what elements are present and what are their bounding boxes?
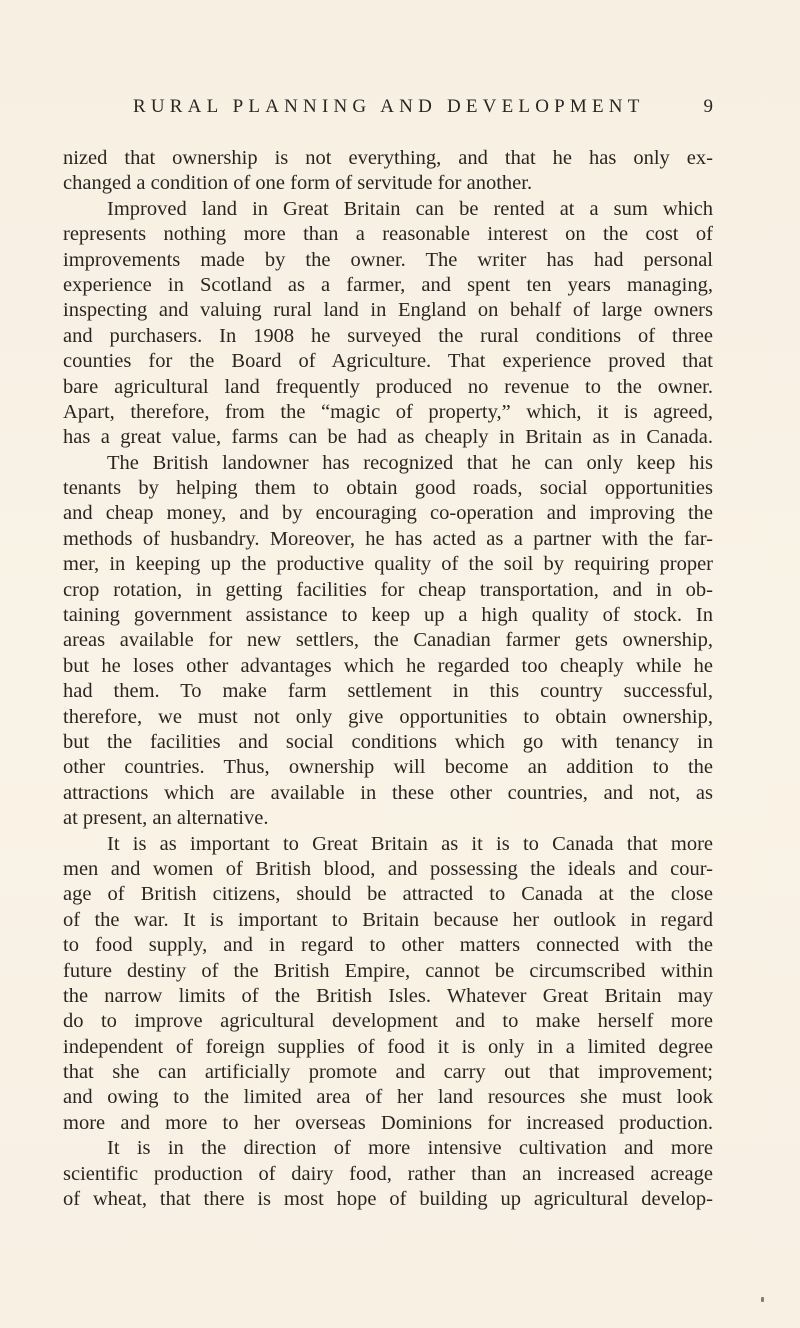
text-line: more and more to her overseas Dominions for increased production. <box>63 1111 713 1134</box>
text-line: methods of husbandry. Moreover, he has acted as a partner with the far- <box>63 527 713 550</box>
text-line: future destiny of the British Empire, cannot be circumscribed within <box>63 959 713 982</box>
text-line: the narrow limits of the British Isles. Whatever Great Britain may <box>63 984 713 1007</box>
text-line: other countries. Thus, ownership will become an addition to the <box>63 756 713 779</box>
text-line: experience in Scotland as a farmer, and spent ten years managing, <box>63 273 713 296</box>
paper-speck <box>761 1297 764 1302</box>
running-head-title: RURAL PLANNING AND DEVELOPMENT <box>133 96 645 117</box>
text-line: to food supply, and in regard to other matters connected with the <box>63 934 713 957</box>
text-line: nized that ownership is not everything, and that he has only ex- <box>63 147 713 169</box>
paragraph-first-line: The British landowner has recognized that he can only keep his <box>107 451 713 474</box>
text-line: and cheap money, and by encouraging co-operation and improving the <box>63 502 713 525</box>
text-line: and owing to the limited area of her land resources she must look <box>63 1086 713 1109</box>
text-line: attractions which are available in these other countries, and not, as <box>63 781 713 804</box>
text-line: mer, in keeping up the productive quality of the soil by requiring proper <box>63 553 713 576</box>
page-number: 9 <box>703 96 713 117</box>
paragraph-first-line: Improved land in Great Britain can be rented at a sum which <box>107 197 713 220</box>
text-line: tenants by helping them to obtain good roads, social opportunities <box>63 477 713 500</box>
text-line: but he loses other advantages which he regarded too cheaply while he <box>63 654 713 677</box>
text-line: inspecting and valuing rural land in England on behalf of large owners <box>63 299 713 322</box>
text-line: crop rotation, in getting facilities for cheap transportation, and in ob- <box>63 578 713 601</box>
text-line: has a great value, farms can be had as cheaply in Britain as in Canada. <box>63 426 713 449</box>
text-line: scientific production of dairy food, rather than an increased acreage <box>63 1162 713 1185</box>
running-head <box>133 96 713 118</box>
text-line: taining government assistance to keep up a high quality of stock. In <box>63 604 713 627</box>
body-text <box>63 146 713 1212</box>
text-line: had them. To make farm settlement in this country successful, <box>63 680 713 703</box>
text-line: of wheat, that there is most hope of building up agricultural develop- <box>63 1188 713 1211</box>
text-line: age of British citizens, should be attracted to Canada at the close <box>63 883 713 906</box>
text-line: therefore, we must not only give opportunities to obtain ownership, <box>63 705 713 728</box>
text-line: but the facilities and social conditions which go with tenancy in <box>63 730 713 753</box>
text-line: areas available for new settlers, the Canadian farmer gets ownership, <box>63 629 713 652</box>
paragraph-first-line: It is in the direction of more intensive cultivation and more <box>107 1137 713 1160</box>
text-line: improvements made by the owner. The writer has had personal <box>63 248 713 271</box>
text-line: and purchasers. In 1908 he surveyed the rural conditions of three <box>63 324 713 347</box>
paragraph-first-line: It is as important to Great Britain as it is to Canada that more <box>107 832 713 855</box>
text-line: men and women of British blood, and possessing the ideals and cour- <box>63 857 713 880</box>
text-line: Apart, therefore, from the “magic of property,” which, it is agreed, <box>63 400 713 423</box>
text-line: bare agricultural land frequently produced no revenue to the owner. <box>63 375 713 398</box>
text-line: of the war. It is important to Britain because her outlook in regard <box>63 908 713 931</box>
text-line: represents nothing more than a reasonable interest on the cost of <box>63 223 713 246</box>
text-line: do to improve agricultural development and to make herself more <box>63 1010 713 1033</box>
text-line: independent of foreign supplies of food it is only in a limited degree <box>63 1035 713 1058</box>
text-line: counties for the Board of Agriculture. That experience proved that <box>63 350 713 373</box>
text-line: changed a condition of one form of servitude for another. <box>63 172 533 195</box>
text-line: at present, an alternative. <box>63 807 269 830</box>
text-line: that she can artificially promote and carry out that improvement; <box>63 1061 713 1084</box>
